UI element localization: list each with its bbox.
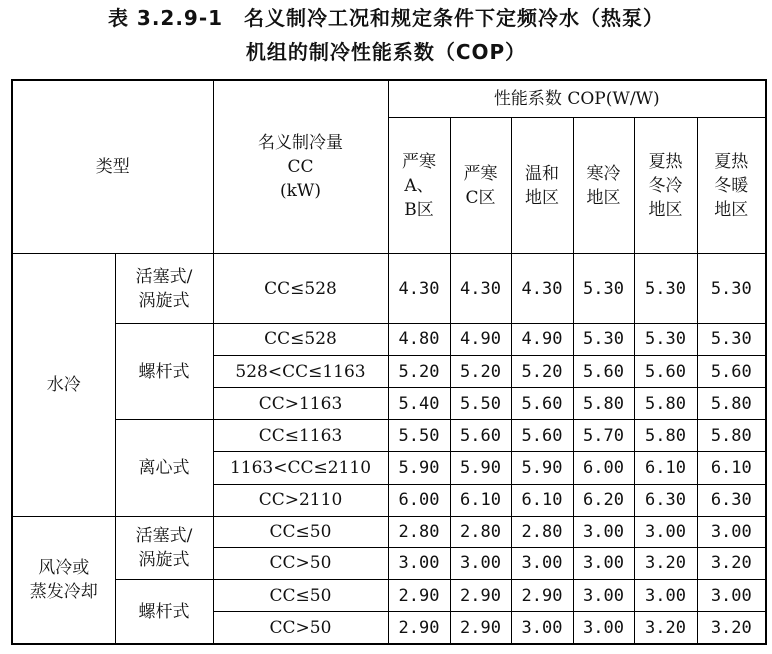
subtype-screw: 螺杆式 (115, 580, 213, 644)
cop-value: 5.80 (634, 388, 697, 420)
cop-value: 3.00 (573, 612, 634, 644)
cop-value: 5.30 (634, 323, 697, 355)
capacity-cell: CC≤528 (213, 323, 388, 355)
cop-value: 4.30 (388, 254, 450, 323)
cop-value: 4.90 (511, 323, 573, 355)
cop-value: 6.10 (697, 452, 766, 484)
cop-value: 2.90 (511, 580, 573, 612)
cop-value: 3.00 (573, 516, 634, 547)
capacity-cell: CC≤1163 (213, 420, 388, 452)
cop-value: 3.00 (634, 516, 697, 547)
capacity-cell: CC>1163 (213, 388, 388, 420)
cop-value: 5.60 (511, 420, 573, 452)
cop-value: 4.80 (388, 323, 450, 355)
cop-value: 6.00 (388, 484, 450, 516)
header-zone-mild: 温和 地区 (511, 117, 573, 254)
cop-value: 5.90 (511, 452, 573, 484)
header-type: 类型 (12, 80, 213, 254)
cop-value: 5.70 (573, 420, 634, 452)
header-zone-hot-summer-cold-winter: 夏热 冬冷 地区 (634, 117, 697, 254)
group-air-evaporative-cooled: 风冷或 蒸发冷却 (12, 516, 115, 644)
capacity-cell: 528<CC≤1163 (213, 355, 388, 387)
cop-value: 5.80 (697, 420, 766, 452)
cop-value: 5.80 (634, 420, 697, 452)
capacity-cell: CC≤528 (213, 254, 388, 323)
cop-value: 6.00 (573, 452, 634, 484)
cop-value: 5.20 (450, 355, 511, 387)
cop-value: 3.00 (697, 580, 766, 612)
header-zone-severe-cold-c: 严寒 C区 (450, 117, 511, 254)
cop-value: 3.00 (450, 547, 511, 579)
cop-value: 4.30 (511, 254, 573, 323)
header-cop: 性能系数 COP(W/W) (388, 80, 766, 117)
cop-value: 3.00 (697, 516, 766, 547)
capacity-cell: CC≤50 (213, 516, 388, 547)
cop-value: 5.30 (634, 254, 697, 323)
cop-value: 5.40 (388, 388, 450, 420)
capacity-cell: CC>2110 (213, 484, 388, 516)
cop-value: 3.20 (697, 612, 766, 644)
capacity-cell: CC≤50 (213, 580, 388, 612)
cop-value: 5.20 (388, 355, 450, 387)
cop-value: 6.30 (697, 484, 766, 516)
cop-value: 3.00 (573, 547, 634, 579)
cop-value: 5.20 (511, 355, 573, 387)
cop-value: 5.30 (573, 323, 634, 355)
cop-value: 5.80 (697, 388, 766, 420)
group-water-cooled: 水冷 (12, 254, 115, 516)
cop-value: 2.90 (450, 612, 511, 644)
header-capacity: 名义制冷量 CC (kW) (213, 80, 388, 254)
cop-value: 5.50 (388, 420, 450, 452)
cop-value: 5.60 (634, 355, 697, 387)
subtype-screw: 螺杆式 (115, 323, 213, 419)
header-zone-severe-cold-ab: 严寒 A、 B区 (388, 117, 450, 254)
cop-value: 2.80 (450, 516, 511, 547)
cop-value: 4.90 (450, 323, 511, 355)
cop-value: 5.60 (697, 355, 766, 387)
cop-value: 2.80 (388, 516, 450, 547)
cop-value: 4.30 (450, 254, 511, 323)
cop-value: 5.90 (388, 452, 450, 484)
cop-value: 6.10 (450, 484, 511, 516)
cop-value: 3.00 (388, 547, 450, 579)
cop-value: 5.60 (511, 388, 573, 420)
cop-value: 3.00 (634, 580, 697, 612)
cop-value: 5.90 (450, 452, 511, 484)
capacity-cell: CC>50 (213, 612, 388, 644)
cop-value: 5.30 (697, 323, 766, 355)
capacity-cell: CC>50 (213, 547, 388, 579)
cop-value: 5.30 (573, 254, 634, 323)
cop-value: 5.50 (450, 388, 511, 420)
table-title-line1: 表 3.2.9-1 名义制冷工况和规定条件下定频冷水（热泵） (107, 6, 665, 30)
cop-value: 5.60 (450, 420, 511, 452)
cop-value: 2.90 (388, 612, 450, 644)
cop-value: 3.00 (573, 580, 634, 612)
header-zone-cold: 寒冷 地区 (573, 117, 634, 254)
cop-value: 6.20 (573, 484, 634, 516)
cop-value: 2.90 (388, 580, 450, 612)
cop-table (11, 79, 767, 645)
subtype-piston-scroll: 活塞式/ 涡旋式 (115, 254, 213, 323)
cop-value: 3.20 (634, 547, 697, 579)
cop-value: 5.30 (697, 254, 766, 323)
subtype-centrifugal: 离心式 (115, 420, 213, 516)
cop-value: 3.20 (697, 547, 766, 579)
cop-value: 3.00 (511, 612, 573, 644)
cop-value: 5.60 (573, 355, 634, 387)
cop-value: 3.00 (511, 547, 573, 579)
cop-value: 2.90 (450, 580, 511, 612)
cop-value: 6.10 (511, 484, 573, 516)
cop-value: 5.80 (573, 388, 634, 420)
capacity-cell: 1163<CC≤2110 (213, 452, 388, 484)
subtype-piston-scroll: 活塞式/ 涡旋式 (115, 516, 213, 579)
table-title-line2: 机组的制冷性能系数（COP） (245, 40, 527, 64)
cop-value: 3.20 (634, 612, 697, 644)
header-zone-hot-summer-warm-winter: 夏热 冬暖 地区 (697, 117, 766, 254)
cop-value: 2.80 (511, 516, 573, 547)
cop-value: 6.30 (634, 484, 697, 516)
cop-value: 6.10 (634, 452, 697, 484)
